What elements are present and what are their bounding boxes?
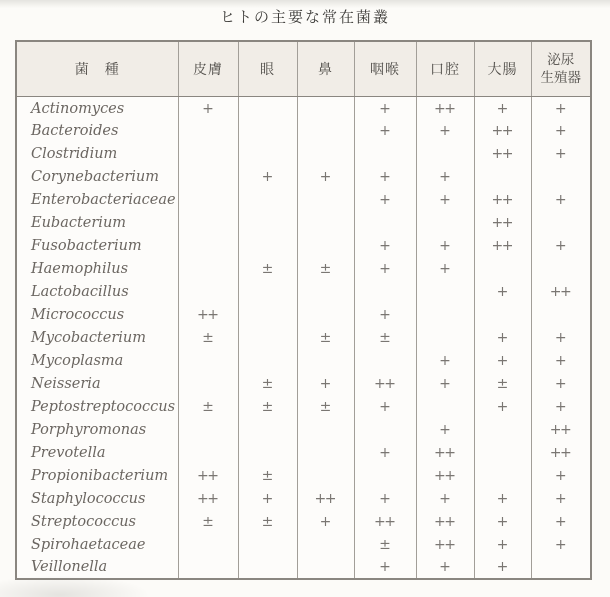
value-cell bbox=[354, 280, 416, 303]
table-row bbox=[16, 96, 591, 119]
value-cell: + bbox=[531, 487, 591, 510]
value-cell bbox=[238, 211, 297, 234]
value-cell: + bbox=[531, 464, 591, 487]
value-cell: + bbox=[297, 510, 354, 533]
value-cell bbox=[474, 257, 531, 280]
value-cell: ++ bbox=[354, 510, 416, 533]
value-cell bbox=[297, 349, 354, 372]
value-cell: + bbox=[354, 441, 416, 464]
value-cell bbox=[178, 556, 238, 579]
value-cell: ++ bbox=[416, 96, 474, 119]
table-row bbox=[16, 303, 591, 326]
value-cell: + bbox=[531, 188, 591, 211]
value-cell: ++ bbox=[178, 487, 238, 510]
value-cell bbox=[416, 303, 474, 326]
value-cell: + bbox=[354, 234, 416, 257]
value-cell bbox=[354, 142, 416, 165]
species-cell: Peptostreptococcus bbox=[31, 398, 176, 415]
value-cell: ++ bbox=[474, 188, 531, 211]
value-cell: + bbox=[474, 96, 531, 119]
value-cell: + bbox=[416, 372, 474, 395]
species-cell: Haemophilus bbox=[31, 260, 129, 277]
table-row bbox=[16, 257, 591, 280]
value-cell: ± bbox=[297, 395, 354, 418]
col-header-urogenital-line2: 生殖器 bbox=[540, 69, 581, 86]
value-cell: + bbox=[178, 96, 238, 119]
value-cell: + bbox=[531, 510, 591, 533]
species-cell: Prevotella bbox=[31, 444, 106, 461]
species-cell: Porphyromonas bbox=[31, 421, 147, 438]
table-row bbox=[16, 464, 591, 487]
species-cell: Neisseria bbox=[31, 375, 101, 392]
value-cell: ++ bbox=[474, 211, 531, 234]
value-cell bbox=[416, 211, 474, 234]
value-cell bbox=[297, 441, 354, 464]
value-cell bbox=[178, 280, 238, 303]
value-cell bbox=[238, 418, 297, 441]
value-cell: ++ bbox=[416, 441, 474, 464]
value-cell bbox=[178, 211, 238, 234]
table-row bbox=[16, 510, 591, 533]
value-cell: ± bbox=[297, 326, 354, 349]
value-cell: ++ bbox=[354, 372, 416, 395]
value-cell: + bbox=[354, 119, 416, 142]
species-cell: Micrococcus bbox=[31, 306, 125, 323]
species-cell: Streptococcus bbox=[31, 513, 136, 530]
value-cell bbox=[416, 326, 474, 349]
table-row bbox=[16, 418, 591, 441]
value-cell bbox=[531, 165, 591, 188]
value-cell: ± bbox=[238, 510, 297, 533]
value-cell: + bbox=[354, 395, 416, 418]
value-cell bbox=[531, 211, 591, 234]
value-cell: ++ bbox=[531, 418, 591, 441]
value-cell bbox=[238, 142, 297, 165]
value-cell: + bbox=[416, 349, 474, 372]
species-cell: Eubacterium bbox=[31, 214, 127, 231]
value-cell bbox=[297, 119, 354, 142]
value-cell bbox=[178, 349, 238, 372]
value-cell: ± bbox=[474, 372, 531, 395]
value-cell: + bbox=[354, 487, 416, 510]
value-cell bbox=[238, 96, 297, 119]
value-cell: ++ bbox=[416, 510, 474, 533]
value-cell bbox=[354, 464, 416, 487]
value-cell bbox=[297, 188, 354, 211]
value-cell bbox=[297, 211, 354, 234]
species-cell: Mycobacterium bbox=[31, 329, 147, 346]
value-cell: ± bbox=[178, 510, 238, 533]
value-cell: ± bbox=[238, 372, 297, 395]
value-cell: + bbox=[238, 165, 297, 188]
col-header-species: 菌 種 bbox=[16, 41, 178, 96]
value-cell: + bbox=[474, 487, 531, 510]
value-cell: + bbox=[474, 280, 531, 303]
species-cell: Propionibacterium bbox=[31, 467, 169, 484]
value-cell bbox=[297, 142, 354, 165]
header-row bbox=[16, 41, 591, 96]
value-cell: + bbox=[474, 395, 531, 418]
value-cell: + bbox=[416, 234, 474, 257]
value-cell: + bbox=[531, 234, 591, 257]
table-row bbox=[16, 142, 591, 165]
value-cell bbox=[416, 395, 474, 418]
table-row bbox=[16, 188, 591, 211]
value-cell bbox=[178, 234, 238, 257]
table-body bbox=[16, 96, 591, 579]
value-cell bbox=[238, 349, 297, 372]
value-cell bbox=[416, 142, 474, 165]
value-cell bbox=[238, 533, 297, 556]
value-cell bbox=[474, 418, 531, 441]
col-header-eye: 眼 bbox=[238, 41, 297, 96]
value-cell: ++ bbox=[474, 119, 531, 142]
value-cell bbox=[238, 280, 297, 303]
table-row bbox=[16, 165, 591, 188]
value-cell: + bbox=[474, 510, 531, 533]
value-cell bbox=[297, 96, 354, 119]
value-cell: + bbox=[531, 372, 591, 395]
value-cell: ++ bbox=[416, 464, 474, 487]
value-cell: ± bbox=[178, 326, 238, 349]
value-cell: + bbox=[531, 119, 591, 142]
value-cell: + bbox=[297, 165, 354, 188]
value-cell bbox=[178, 372, 238, 395]
value-cell: + bbox=[354, 303, 416, 326]
value-cell: + bbox=[474, 349, 531, 372]
value-cell bbox=[297, 280, 354, 303]
value-cell: + bbox=[531, 96, 591, 119]
value-cell bbox=[297, 464, 354, 487]
value-cell: ++ bbox=[531, 280, 591, 303]
value-cell: + bbox=[416, 188, 474, 211]
col-header-nose: 鼻 bbox=[297, 41, 354, 96]
value-cell bbox=[178, 119, 238, 142]
value-cell: ++ bbox=[416, 533, 474, 556]
value-cell: + bbox=[416, 418, 474, 441]
species-cell: Fusobacterium bbox=[31, 237, 142, 254]
value-cell: + bbox=[531, 533, 591, 556]
value-cell: ± bbox=[354, 533, 416, 556]
value-cell: + bbox=[474, 556, 531, 579]
species-cell: Actinomyces bbox=[31, 101, 125, 118]
value-cell bbox=[178, 165, 238, 188]
value-cell: ++ bbox=[474, 142, 531, 165]
table-row bbox=[16, 326, 591, 349]
value-cell: ++ bbox=[531, 441, 591, 464]
value-cell bbox=[474, 165, 531, 188]
table-row bbox=[16, 533, 591, 556]
value-cell bbox=[238, 303, 297, 326]
value-cell: ± bbox=[354, 326, 416, 349]
value-cell: ++ bbox=[297, 487, 354, 510]
value-cell bbox=[531, 303, 591, 326]
value-cell bbox=[354, 349, 416, 372]
value-cell bbox=[178, 533, 238, 556]
value-cell bbox=[354, 418, 416, 441]
table-row bbox=[16, 556, 591, 579]
table-row bbox=[16, 349, 591, 372]
value-cell: + bbox=[354, 556, 416, 579]
species-cell: Bacteroides bbox=[31, 122, 119, 139]
value-cell bbox=[178, 142, 238, 165]
value-cell bbox=[238, 119, 297, 142]
value-cell bbox=[178, 257, 238, 280]
value-cell: + bbox=[416, 487, 474, 510]
value-cell bbox=[531, 556, 591, 579]
value-cell bbox=[238, 234, 297, 257]
value-cell bbox=[354, 211, 416, 234]
value-cell: + bbox=[474, 326, 531, 349]
table-row bbox=[16, 119, 591, 142]
value-cell: + bbox=[354, 257, 416, 280]
value-cell bbox=[238, 188, 297, 211]
value-cell: + bbox=[238, 487, 297, 510]
species-cell: Lactobacillus bbox=[31, 283, 129, 300]
value-cell: + bbox=[531, 349, 591, 372]
value-cell bbox=[178, 188, 238, 211]
value-cell bbox=[297, 533, 354, 556]
table-row bbox=[16, 280, 591, 303]
value-cell bbox=[238, 441, 297, 464]
value-cell: + bbox=[354, 188, 416, 211]
table-row bbox=[16, 441, 591, 464]
col-header-oral-cavity: 口腔 bbox=[416, 41, 474, 96]
value-cell bbox=[238, 556, 297, 579]
species-cell: Corynebacterium bbox=[31, 168, 159, 185]
page-title: ヒトの主要な常在菌叢 bbox=[219, 8, 390, 26]
value-cell bbox=[474, 441, 531, 464]
flora-table bbox=[15, 40, 592, 580]
table-row bbox=[16, 395, 591, 418]
value-cell bbox=[531, 257, 591, 280]
value-cell: ± bbox=[297, 257, 354, 280]
value-cell bbox=[297, 556, 354, 579]
table-row bbox=[16, 487, 591, 510]
col-header-skin: 皮膚 bbox=[178, 41, 238, 96]
value-cell bbox=[178, 418, 238, 441]
value-cell: + bbox=[354, 96, 416, 119]
value-cell: ± bbox=[178, 395, 238, 418]
value-cell: ± bbox=[238, 395, 297, 418]
value-cell bbox=[416, 280, 474, 303]
value-cell: + bbox=[531, 326, 591, 349]
species-cell: Staphylococcus bbox=[31, 490, 146, 507]
table-row bbox=[16, 372, 591, 395]
value-cell: + bbox=[474, 533, 531, 556]
species-cell: Veillonella bbox=[31, 559, 108, 575]
value-cell: ± bbox=[238, 464, 297, 487]
col-header-throat: 咽喉 bbox=[354, 41, 416, 96]
value-cell bbox=[297, 303, 354, 326]
value-cell: + bbox=[354, 165, 416, 188]
value-cell: + bbox=[531, 395, 591, 418]
species-cell: Clostridium bbox=[31, 145, 118, 162]
species-cell: Enterobacteriaceae bbox=[31, 191, 176, 208]
value-cell bbox=[238, 326, 297, 349]
value-cell: + bbox=[416, 556, 474, 579]
col-header-urogenital-line1: 泌尿 bbox=[547, 51, 575, 68]
value-cell: + bbox=[416, 165, 474, 188]
value-cell: + bbox=[297, 372, 354, 395]
value-cell bbox=[474, 303, 531, 326]
value-cell bbox=[178, 441, 238, 464]
species-cell: Mycoplasma bbox=[31, 352, 124, 369]
value-cell bbox=[297, 418, 354, 441]
col-header-urogenital bbox=[531, 41, 591, 96]
value-cell: + bbox=[416, 257, 474, 280]
value-cell: + bbox=[531, 142, 591, 165]
value-cell: ++ bbox=[178, 464, 238, 487]
species-cell: Spirohaetaceae bbox=[31, 536, 146, 553]
table-row bbox=[16, 211, 591, 234]
value-cell: ± bbox=[238, 257, 297, 280]
value-cell: + bbox=[416, 119, 474, 142]
value-cell bbox=[474, 464, 531, 487]
col-header-large-intestine: 大腸 bbox=[474, 41, 531, 96]
value-cell bbox=[297, 234, 354, 257]
value-cell: ++ bbox=[178, 303, 238, 326]
value-cell: ++ bbox=[474, 234, 531, 257]
table-row bbox=[16, 234, 591, 257]
